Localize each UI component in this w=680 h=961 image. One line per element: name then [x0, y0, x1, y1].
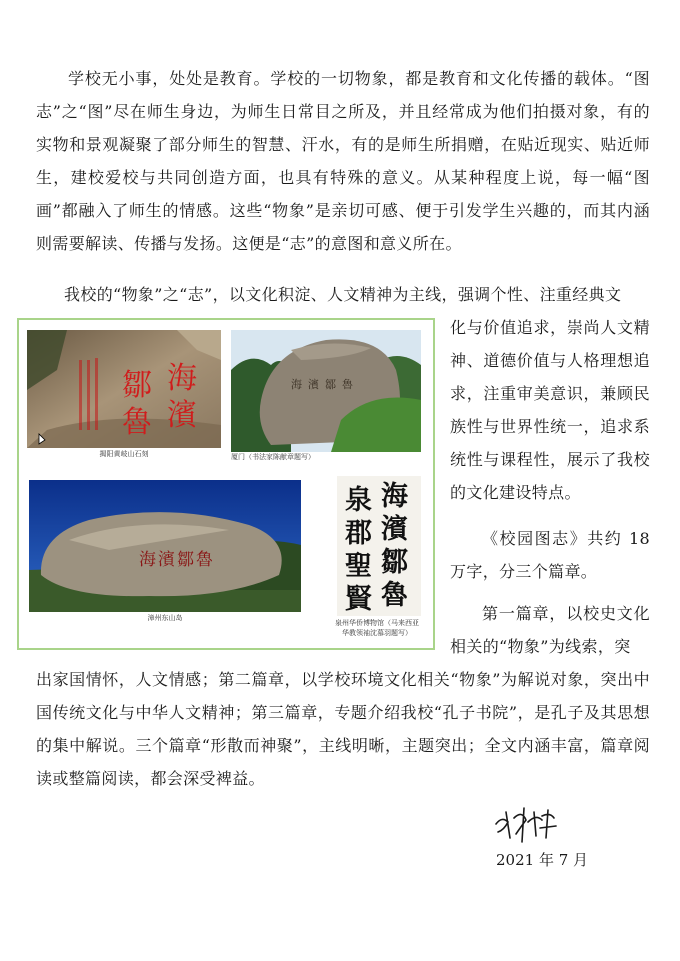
side-paragraph-1: 化与价值追求，崇尚人文精神、道德价值与人格理想追求，注重审美意识，兼顾民族性与世界性统一，追求系统性与课程性，展示了我校的文化建设特点。: [450, 318, 650, 502]
carving-lu: 魯: [122, 405, 152, 440]
intro-paragraph: 学校无小事，处处是教育。学校的一切物象，都是教育和文化传播的载体。“图志”之“图”尽在师生身边，为师生日常目之所及，并且经常成为他们拍摄对象，有的实物和景观凝聚了部分师生的智慧、汗水，有的是师生所捐赠，在贴近现实、贴近师生，建校爱校与共同创造方面，也具有特殊的意义。从某种程度上说，每一幅“图画”都融入了师生的情感。这些“物象”是亲切可感、便于引发学生兴趣的，而其内涵则需要解读、传播与发扬。这便是“志”的意图和意义所在。: [36, 69, 650, 253]
carving-bin: 濱: [167, 398, 197, 433]
photo-collage: [17, 318, 435, 650]
photo-calligraphy: [337, 476, 421, 616]
calligraphy-column-left: 泉郡聖賢: [345, 485, 372, 615]
photo-dongshan-boulder: [29, 480, 301, 612]
paragraph-2-first-line: 我校的“物象”之“志”，以文化积淀、人文精神为主线，强调个性、注重经典文: [64, 285, 622, 304]
caption-photo3: 漳州东山岛: [147, 614, 183, 622]
carving-hai: 海: [167, 361, 197, 396]
caption-photo4-line2: 华教领袖沈慕羽题写）: [342, 629, 412, 637]
calligraphy-column-right: 海濱鄒魯: [381, 481, 408, 611]
photo-huangqi-rock-carving: [27, 330, 221, 448]
caption-photo4: [323, 618, 431, 638]
carving-text-dongshan: 海濱鄒魯: [139, 550, 215, 570]
signature: [492, 798, 562, 846]
carving-zou: 鄒: [122, 368, 152, 403]
caption-photo1: 揭阳黄岐山石刻: [99, 450, 149, 458]
caption-photo4-line1: 泉州华侨博物馆（马来西亚: [335, 619, 419, 627]
side-paragraph-2: 《校园图志》共约 18 万字，分三个篇章。: [450, 529, 650, 581]
photo-xiamen-boulder: [231, 330, 421, 452]
date: 2021 年 7 月: [496, 851, 589, 869]
side-paragraph-3: 第一篇章，以校史文化相关的“物象”为线索，突: [450, 604, 650, 656]
caption-photo2: 厦门（书法家陈献章题写）: [231, 453, 315, 461]
carving-text-xiamen: 海濱鄒魯: [291, 378, 359, 391]
closing-paragraph: 出家国情怀，人文情感；第二篇章，以学校环境文化相关“物象”为解说对象，突出中国传统文化与中华人文精神；第三篇章，专题介绍我校“孔子书院”，是孔子及其思想的集中解说。三个篇章“形散而神聚”，主线明晰，主题突出；全文内涵丰富，篇章阅读或整篇阅读，都会深受裨益。: [36, 670, 650, 788]
